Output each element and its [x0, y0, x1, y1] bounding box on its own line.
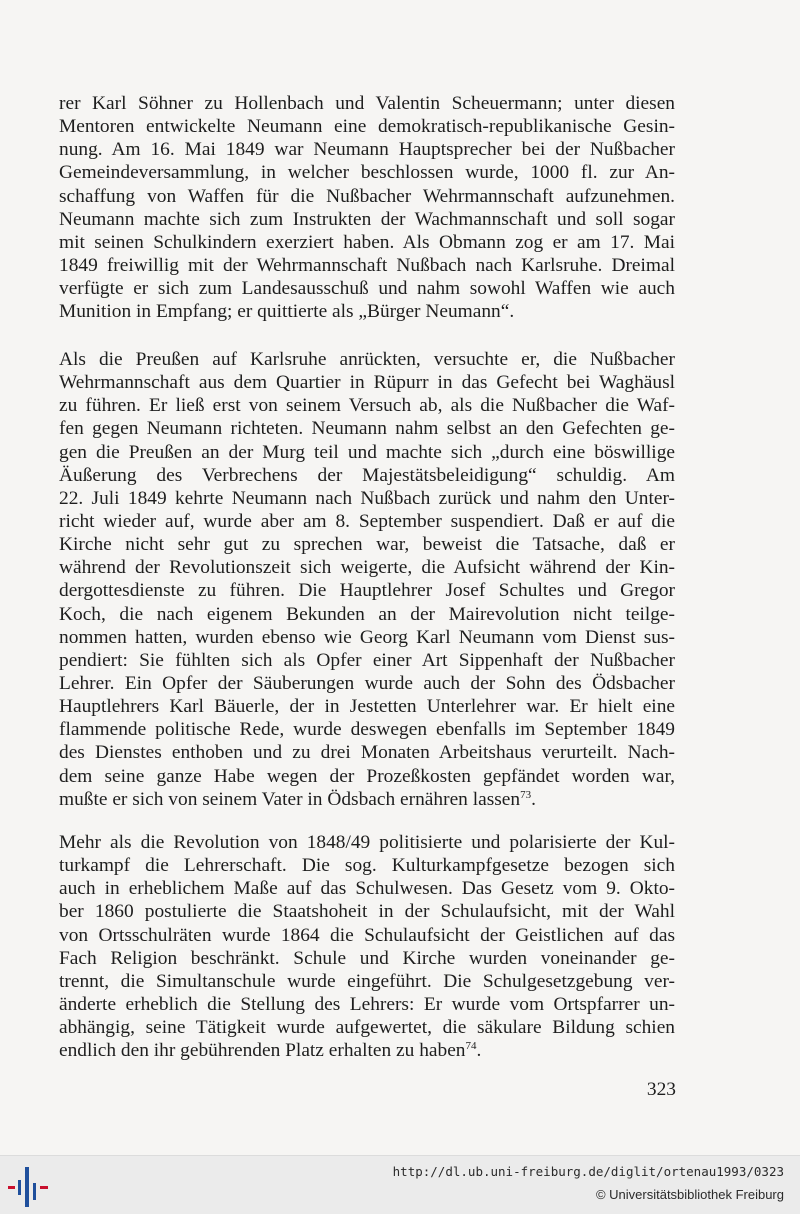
text-line: abhängig, seine Tätigkeit wurde aufgewertet, die säkulare Bildung schien	[59, 1017, 675, 1039]
text-line: Wehrmannschaft aus dem Quartier in Rüpurr in das Gefecht bei Waghäusl	[59, 372, 675, 394]
text-line: 22. Juli 1849 kehrte Neumann nach Nußbach zurück und nahm den Unter-	[59, 487, 675, 509]
text-line: Äußerung des Verbrechens der Majestätsbeleidigung“ schuldig. Am	[59, 464, 675, 486]
text-line: während der Revolutionszeit sich weigerte, die Aufsicht während der Kin-	[59, 557, 675, 579]
text-line: dergottesdienste zu führen. Die Hauptlehrer Josef Schultes und Gregor	[59, 580, 675, 602]
text-line: dem seine ganze Habe wegen der Prozeßkosten gepfändet worden war,	[59, 765, 675, 787]
footnote-marker[interactable]: 74	[465, 1040, 477, 1053]
text-line: nung. Am 16. Mai 1849 war Neumann Hauptsprecher bei der Nußbacher	[59, 139, 675, 161]
text-line: 1849 freiwillig mit der Wehrmannschaft Nußbach nach Karlsruhe. Dreimal	[59, 254, 675, 276]
text-line: trennt, die Simultanschule wurde eingeführt. Die Schulgesetzgebung ver-	[59, 970, 675, 992]
text-line: zu führen. Er ließ erst von seinem Versuch ab, als die Nußbacher die Waf-	[59, 395, 675, 417]
library-logo-icon	[8, 1167, 52, 1207]
text-line-punctuation: .	[531, 788, 536, 810]
text-line: Gemeindeversammlung, in welcher beschlossen wurde, 1000 fl. zur An-	[59, 162, 675, 184]
text-line: verfügte er sich zum Landesausschuß und nahm sowohl Waffen wie auch	[59, 278, 675, 300]
text-line: fen gegen Neumann richteten. Neumann nahm selbst an den Gefechten ge-	[59, 418, 675, 440]
text-line: Hauptlehrers Karl Bäuerle, der in Jestetten Unterlehrer war. Er hielt eine	[59, 696, 675, 718]
paragraph-3	[59, 831, 675, 1062]
text-line: Kirche nicht sehr gut zu sprechen war, beweist die Tatsache, daß er	[59, 534, 675, 556]
text-line-punctuation: .	[476, 1040, 482, 1062]
text-line-content: endlich den ihr gebührenden Platz erhalten zu haben	[59, 1040, 466, 1062]
text-line: Munition in Empfang; er quittierte als „Bürger Neumann“.	[59, 301, 515, 323]
source-url-link[interactable]: http://dl.ub.uni-freiburg.de/diglit/ortenau1993/0323	[392, 1164, 784, 1179]
copyright-text: © Universitätsbibliothek Freiburg	[595, 1187, 784, 1202]
text-line: Fach Religion beschränkt. Schule und Kirche wurden voneinander ge-	[59, 947, 675, 969]
text-line: Koch, die nach eigenem Bekunden an der Mairevolution nicht teilge-	[59, 603, 675, 625]
paragraph-2	[59, 348, 675, 811]
text-line: mit seinen Schulkindern exerziert haben. Als Obmann zog er am 17. Mai	[59, 231, 675, 253]
text-line: des Dienstes enthoben und zu drei Monaten Arbeitshaus verurteilt. Nach-	[59, 742, 675, 764]
text-line: pendiert: Sie fühlten sich als Opfer einer Art Sippenhaft der Nußbacher	[59, 649, 675, 671]
text-line: Als die Preußen auf Karlsruhe anrückten, versuchte er, die Nußbacher	[59, 349, 675, 370]
text-line: auch in erheblichem Maße auf das Schulwesen. Das Gesetz vom 9. Okto-	[59, 878, 675, 900]
text-line: ber 1860 postulierte die Staatshoheit in der Schulaufsicht, mit der Wahl	[59, 901, 675, 923]
text-line: Mentoren entwickelte Neumann eine demokratisch-republikanische Gesin-	[59, 116, 675, 138]
text-line: von Ortsschulräten wurde 1864 die Schulaufsicht der Geistlichen auf das	[59, 924, 675, 946]
text-line	[59, 788, 675, 811]
text-line: richt wieder auf, wurde aber am 8. September suspendiert. Daß er auf die	[59, 510, 675, 532]
text-line: gen die Preußen an der Murg teil und machte sich „durch eine böswillige	[59, 441, 675, 463]
text-line: schaffung von Waffen für die Nußbacher Wehrmannschaft aufzunehmen.	[59, 185, 675, 207]
text-line: Lehrer. Ein Opfer der Säuberungen wurde auch der Sohn des Ödsbacher	[59, 672, 675, 694]
text-line-content: mußte er sich von seinem Vater in Ödsbach ernähren lassen	[59, 788, 521, 810]
text-line	[59, 1039, 675, 1062]
text-line: Neumann machte sich zum Instrukten der Wachmannschaft und soll sogar	[59, 208, 675, 230]
page-number: 323	[646, 1079, 676, 1100]
text-line: nommen hatten, wurden ebenso wie Georg Karl Neumann vom Dienst sus-	[59, 626, 675, 648]
footer-bar	[0, 1155, 800, 1214]
text-line: flammende politische Rede, wurde deswegen ebenfalls im September 1849	[59, 719, 675, 741]
paragraph-1	[59, 92, 675, 323]
text-line: Mehr als die Revolution von 1848/49 politisierte und polarisierte der Kul-	[59, 832, 675, 853]
text-line: rer Karl Söhner zu Hollenbach und Valentin Scheuermann; unter diesen	[59, 93, 675, 114]
footnote-marker[interactable]: 73	[520, 788, 532, 801]
text-line: änderte erheblich die Stellung des Lehrers: Er wurde vom Ortspfarrer un-	[59, 993, 675, 1015]
text-line: turkampf die Lehrerschaft. Die sog. Kulturkampfgesetze bezogen sich	[59, 855, 675, 877]
